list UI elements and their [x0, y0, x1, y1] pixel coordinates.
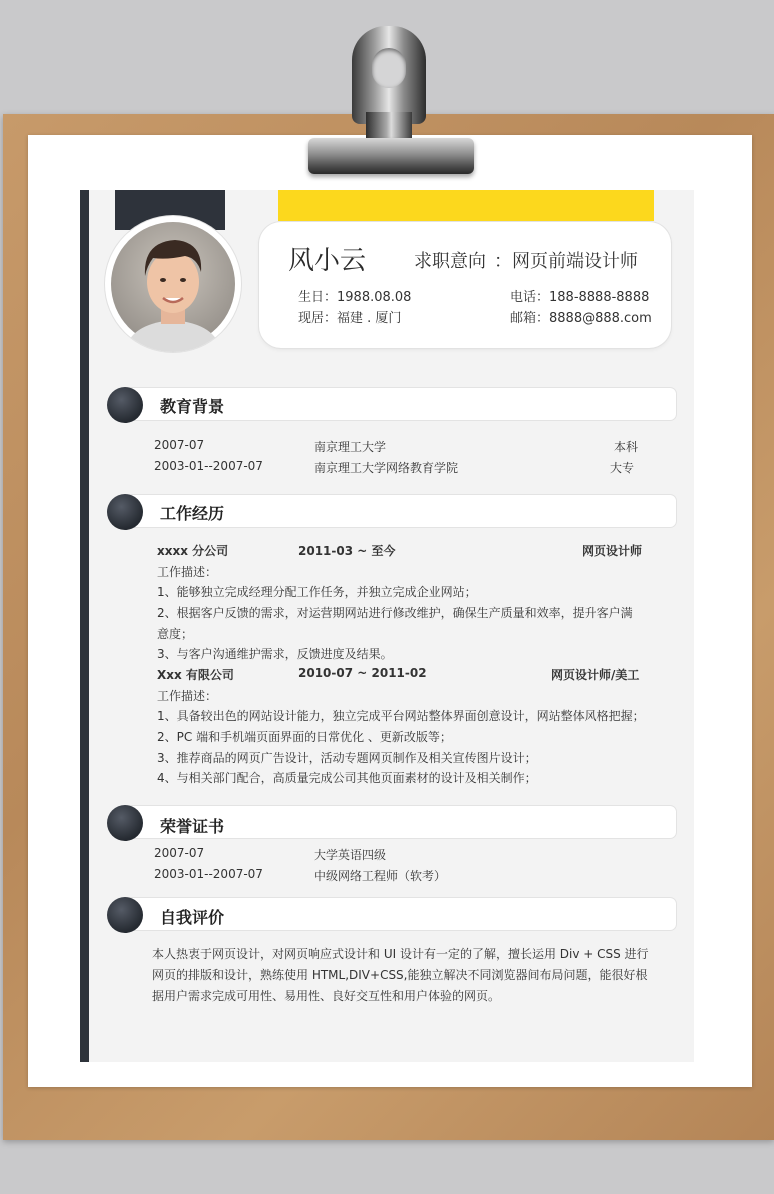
edu-row-1-degree: 本科 — [614, 440, 639, 454]
edu-row-1-date: 2007-07 — [154, 438, 205, 452]
residence: 现居：福建 . 厦门 — [298, 311, 402, 326]
self-line-1: 本人热衷于网页设计，对网页响应式设计和 UI 设计有一定的了解，擅长运用 Div + CSS 进行 — [152, 947, 649, 961]
job-1-period: 2011-03 ~ 至今 — [298, 544, 396, 558]
work-bullet-icon — [107, 494, 143, 530]
avatar — [105, 216, 241, 352]
edu-row-2-degree: 大专 — [610, 461, 635, 475]
side-accent-line — [80, 190, 89, 1062]
job-2-desc-label: 工作描述： — [157, 689, 218, 703]
work-title: 工作经历 — [160, 504, 225, 523]
job-2-line-2: 2、PC 端和手机端页面界面的日常优化 、更新改版等； — [157, 730, 452, 744]
honors-bullet-icon — [107, 805, 143, 841]
self-line-3: 据用户需求完成可用性、易用性、良好交互性和用户体验的网页。 — [152, 989, 501, 1003]
job-2-line-4: 4、与相关部门配合，高质量完成公司其他页面素材的设计及相关制作； — [157, 771, 537, 785]
job-2-line-3: 3、推荐商品的网页广告设计，活动专题网页制作及相关宣传图片设计； — [157, 751, 537, 765]
job-2-period: 2010-07 ~ 2011-02 — [298, 666, 427, 680]
education-title: 教育背景 — [160, 397, 225, 416]
job-1-company: xxxx 分公司 — [157, 544, 229, 558]
phone: 电话：188-8888-8888 — [510, 290, 650, 305]
job-1-line-3: 意度； — [157, 627, 194, 641]
yellow-accent-bar — [278, 190, 654, 221]
job-1-desc-label: 工作描述： — [157, 565, 218, 579]
edu-row-2-date: 2003-01--2007-07 — [154, 459, 263, 473]
honor-row-1-date: 2007-07 — [154, 846, 205, 860]
person-name: 风小云 — [288, 246, 367, 276]
honor-row-2-date: 2003-01--2007-07 — [154, 867, 263, 881]
edu-row-2-school: 南京理工大学网络教育学院 — [314, 461, 459, 475]
binder-clip-hole — [372, 48, 406, 88]
job-1-line-1: 1、能够独立完成经理分配工作任务，并独立完成企业网站； — [157, 585, 477, 599]
job-1-role: 网页设计师 — [582, 544, 643, 558]
self-title: 自我评价 — [160, 908, 225, 927]
job-2-company: Xxx 有限公司 — [157, 668, 234, 682]
birth-date: 生日：1988.08.08 — [298, 290, 412, 305]
job-1-line-2: 2、根据客户反馈的需求，对运营期网站进行修改维护，确保生产质量和效率，提升客户满 — [157, 606, 633, 620]
job-intent-label: 求职意向 — [414, 251, 486, 272]
honor-row-1-item: 大学英语四级 — [314, 848, 387, 862]
email: 邮箱：8888@888.com — [510, 311, 652, 326]
self-line-2: 网页的排版和设计，熟练使用 HTML,DIV+CSS,能独立解决不同浏览器间布局问题，能很好根 — [152, 968, 648, 982]
job-1-line-4: 3、与客户沟通维护需求，反馈进度及结果。 — [157, 647, 393, 661]
avatar-portrait-icon — [105, 216, 241, 352]
self-bullet-icon — [107, 897, 143, 933]
job-intent-value: ：网页前端设计师 — [494, 251, 638, 272]
honors-title: 荣誉证书 — [160, 817, 225, 836]
job-2-role: 网页设计师/美工 — [551, 668, 640, 682]
binder-clip-bar — [308, 138, 474, 174]
job-2-line-1: 1、具备较出色的网站设计能力，独立完成平台网站整体界面创意设计，网站整体风格把握； — [157, 709, 645, 723]
edu-row-1-school: 南京理工大学 — [314, 440, 387, 454]
honor-row-2-item: 中级网络工程师（软考） — [314, 869, 447, 883]
education-bullet-icon — [107, 387, 143, 423]
